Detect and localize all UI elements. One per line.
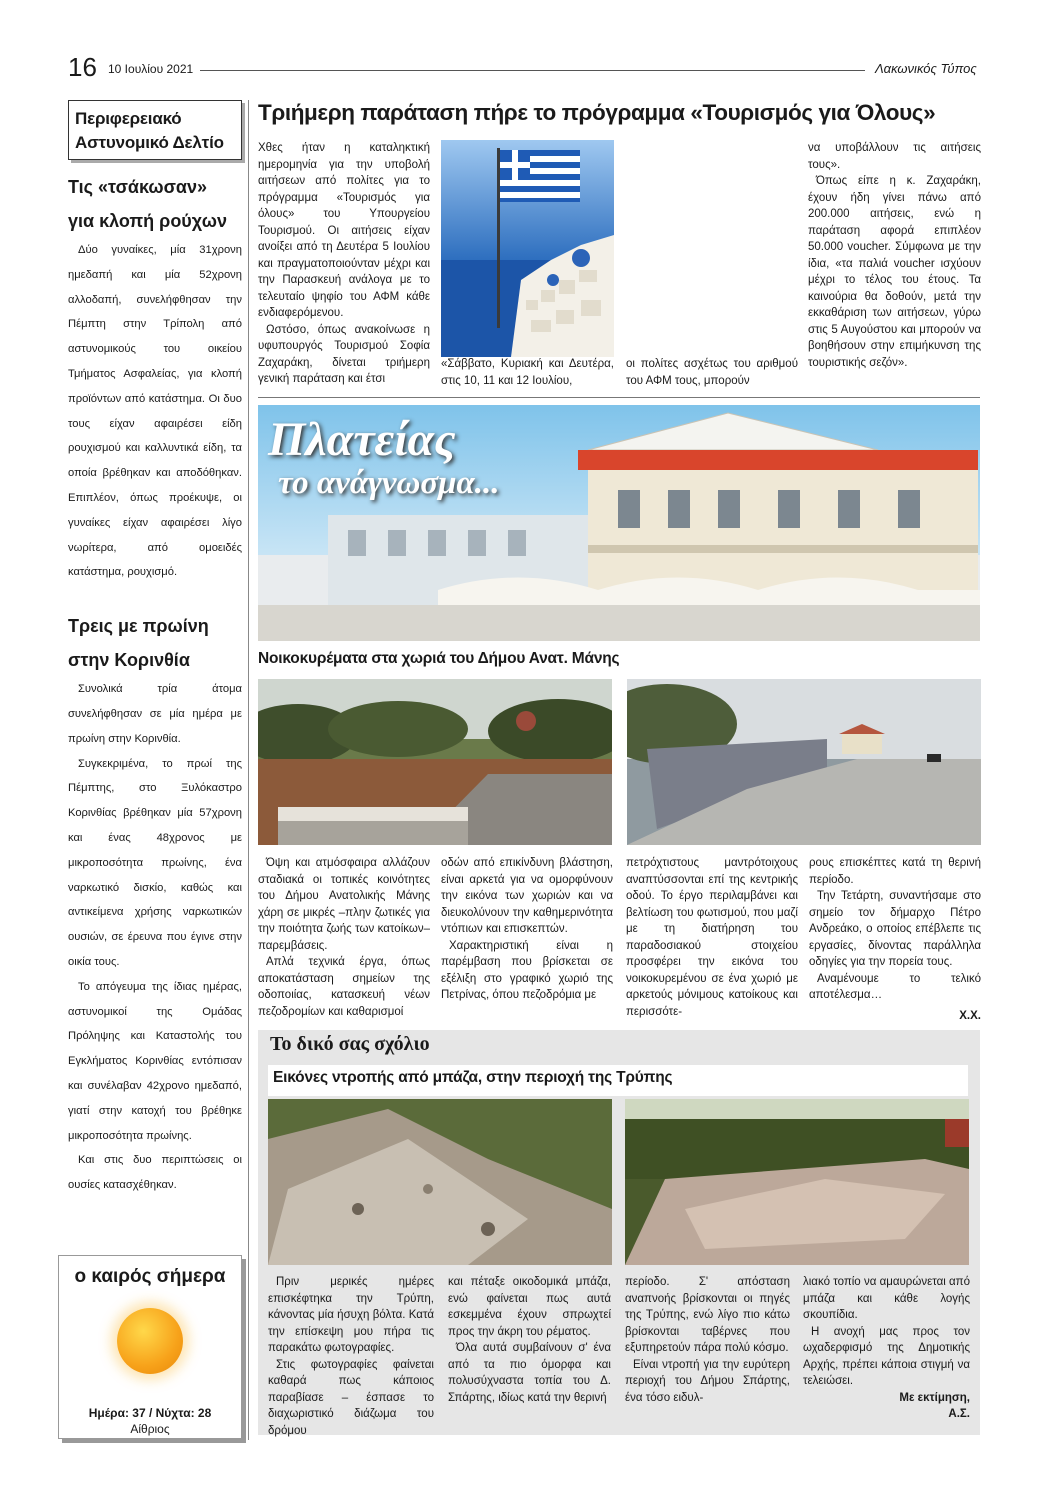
story2-title-line1: Τρεις με πρωίνη [68, 616, 209, 637]
police-bulletin-column [68, 100, 242, 1198]
column-divider [248, 100, 249, 1440]
top-article-col4 [808, 140, 981, 371]
mani-col3: πετρόχτιστους μαντρότοιχους αναπτύσσονται επί της κεντρικής οδού. Το έργο περιλαμβάνει και βελτίωση του φωτισμού, που μαζί με τη διατήρηση του παραδοσιακού στοιχείου προσφέρει την εικόνα του νοικοκυρεμένου σε ένα χωριό με αρκετούς μόνιμους κατοίκους και περισσότε- [626, 857, 798, 1018]
story2-p1: Συνολικά τρία άτομα συνελήφθησαν σε μία ημέρα με πρωίνη στην Κορινθία. [68, 683, 242, 745]
mani-col4 [809, 855, 981, 1024]
mani-col2-p1: οδών από επικίνδυνη βλάστηση, είναι αρκετά για να ομορφύνουν την εικόνα των χωριών και να διευκολύνουν την καθημερινότητα ντόπιων και επισκεπτών. [441, 857, 613, 935]
page-number: 16 [68, 52, 97, 82]
comment-col3 [625, 1274, 790, 1406]
comment-col4-p2: Η ανοχή μας προς τον ωχαδερφισμό της Δημοτικής Αρχής, πρέπει κάποια στιγμή να τελειώσει. [803, 1325, 970, 1387]
story1-title-line2: για κλοπή ρούχων [68, 211, 227, 231]
comment-col4-p1: λιακό τοπίο να αμαυρώνεται από μπάζα και κάθε λογής σκουπίδια. [803, 1276, 970, 1321]
santorini-illustration [441, 140, 614, 357]
comment-col3-p1: περίοδο. Σ' απόσταση αναπνοής βρίσκονται οι πηγές της Τρύπης, ενώ λίγο πιο κάτω βρίσκονται ταβέρνες που εξυπηρετούν πάρα πολύ κόσμο. [625, 1276, 790, 1354]
comment-section-title: Το δικό σας σχόλιο [270, 1033, 430, 1055]
mani-photo-1 [258, 679, 612, 845]
comment-col2-p1: και πέταξε οικοδομικά μπάζα, ενώ φαίνεται πως αυτά εσκεμμένα έχουν σπρωχτεί προς την άκρη του ρέματος. [448, 1276, 611, 1338]
sun-icon [117, 1308, 183, 1374]
banner-title-line2: το ανάγνωσμα... [278, 465, 500, 501]
story2-p3: Το απόγευμα της ίδιας ημέρας, αστυνομικοί της Ομάδας Πρόληψης και Καταστολής του Εγκλήματος Κορινθίας εντόπισαν και συνέλαβαν 42χρονο ημεδαπό, γιατί στην κατοχή του βρέθηκε μικροποσότητα πρωίνης. [68, 980, 242, 1142]
village-road-photo-1 [258, 679, 612, 845]
story2-title-line2: στην Κορινθία [68, 650, 190, 671]
issue-date: 10 Ιουλίου 2021 [108, 62, 194, 76]
police-bulletin-box [68, 100, 242, 160]
santorini-photo [441, 140, 614, 357]
mani-col2 [441, 855, 613, 1004]
top-article-title: Τριήμερη παράταση πήρε το πρόγραμμα «Τουρισμός για Όλους» [258, 100, 936, 125]
comment-col1-p1: Πριν μερικές ημέρες επισκέφτηκα την Τρύπη, κάνοντας μία ήσυχη βόλτα. Κατά την επίσκεψη μου πήρα τις παρακάτω φωτογραφίες. [268, 1276, 434, 1354]
village-road-photo-2 [627, 679, 981, 845]
story1-title [68, 170, 242, 238]
mani-col1-p1: Όψη και ατμόσφαιρα αλλάζουν σταδιακά οι τοπικές κοινότητες του Δήμου Ανατολικής Μάνης χάρη σε μικρές –πλην ζωτικές για την ποιότητα ζωής των κατοίκων– παρεμβάσεις. [258, 857, 430, 952]
trypi-photo-2 [625, 1099, 969, 1265]
banner-title-line1: Πλατείας [268, 413, 456, 466]
mani-photo-2 [627, 679, 981, 845]
mani-col4-p2: Την Τετάρτη, συναντήσαμε στο σημείο τον δήμαρχο Πέτρο Ανδρεάκο, ο οποίος επέβλεπε τις εργασίες, δίνοντας παράλληλα οδηγίες για την πορεία τους. [809, 890, 981, 968]
top-col1-p2: Ωστόσο, όπως ανακοίνωσε η υφυπουργός Τουρισμού Σοφία Ζαχαράκη, δίνεται τριήμερη γενική παράταση και έτσι [258, 323, 430, 385]
comment-signature-2: Α.Σ. [948, 1408, 970, 1420]
mani-signature: Χ.Χ. [959, 1009, 981, 1022]
rubble-photo-1 [268, 1099, 612, 1265]
mani-col1 [258, 855, 430, 1020]
mani-col4-p3: Αναμένουμε το τελικό αποτέλεσμα… [809, 972, 981, 1001]
mani-col1-p2: Απλά τεχνικά έργα, όπως αποκατάσταση σημείων της οδοποιίας, κατασκευή νέων πεζοδρομίων και καθαρισμοί [258, 956, 430, 1018]
trypi-photo-1 [268, 1099, 612, 1265]
comment-col2-p2: Όλα αυτά συμβαίνουν σ' ένα από τα πιο όμορφα και πολυσύχναστα τοπία του Δ. Σπάρτης, ιδίως κατά την θερινή [448, 1342, 611, 1404]
comment-col1 [268, 1274, 434, 1439]
rubble-photo-2 [625, 1099, 969, 1265]
header-rule [200, 70, 865, 71]
story2-p4: Και στις δυο περιπτώσεις οι ουσίες κατασχέθηκαν. [68, 1154, 242, 1192]
top-article-col2: «Σάββατο, Κυριακή και Δευτέρα, στις 10, 11 και 12 Ιουλίου, [441, 358, 614, 387]
comment-col4 [803, 1274, 970, 1423]
weather-temps: Ημέρα: 37 / Νύχτα: 28 [88, 1406, 212, 1420]
comment-signature-1: Με εκτίμηση, [899, 1391, 970, 1404]
comment-col1-p2: Στις φωτογραφίες φαίνεται καθαρά πως κάποιος παραβίασε – έσπασε το διαχωριστικό διάζωμα του δρόμου [268, 1358, 434, 1437]
box-title-line1: Περιφερειακό [75, 109, 182, 128]
comment-col3-p2: Είναι ντροπή για την ευρύτερη περιοχή του Δήμου Σπάρτης, ένα τόσο ειδυλ- [625, 1358, 790, 1404]
weather-box [58, 1255, 242, 1439]
comment-title: Εικόνες ντροπής από μπάζα, στην περιοχή της Τρύπης [273, 1069, 673, 1086]
story1-title-line1: Τις «τσάκωσαν» [68, 177, 207, 197]
weather-title: ο καιρός σήμερα [74, 1266, 226, 1287]
top-col4-p2: Όπως είπε η κ. Ζαχαράκη, έχουν ήδη γίνει πάνω από 200.000 αιτήσεις, ενώ η παράταση αφορά επιπλέον 50.000 voucher. Σύμφωνα με την ίδια, «τα παλιά voucher ισχύουν μέχρι το τέλος του έτους. Τα καινούρια θα δοθούν, μετά την εκκαθάριση των αιτήσεων, γύρω στις 5 Αυγούστου και μπορούν να βοηθήσουν στην επιμήκυνση της τουριστικής σεζόν». [808, 175, 981, 369]
weather-condition: Αίθριος [130, 1422, 170, 1436]
comment-col2 [448, 1274, 611, 1406]
top-article-col3: οι πολίτες ασχέτως του αριθμού του ΑΦΜ τους, μπορούν [626, 358, 798, 387]
top-col4-p1: να υποβάλλουν τις αιτήσεις τους». [808, 142, 981, 171]
story1-text: Δύο γυναίκες, μία 31χρονη ημεδαπή και μία 52χρονη αλλοδαπή, συνελήφθησαν την Πέμπτη στην Τρίπολη από αστυνομικούς του οικείου Τμήματος Ασφαλείας, για κλοπή προϊόντων από κατάστημα. Οι δυο τους είχαν αφαιρέσει είδη ρουχισμού και καλλυντικά είδη, τα οποία βρέθηκαν και αποδόθηκαν. Επιπλέον, όπως προέκυψε, οι γυναίκες είχαν αφαιρέσει λίγο νωρίτερα, από ομοειδές κατάστημα, ρουχισμό. [68, 244, 242, 579]
top-col1-p1: Χθες ήταν η καταληκτική ημερομηνία για την υποβολή αιτήσεων από πολίτες για το πρόγραμμα «Τουρισμός για όλους» του Υπουργείου Τουρισμού. Οι αιτήσεις είχαν ανοίξει από τη Δευτέρα 5 Ιουλίου και πραγματοποιούνταν μέχρι και την Παρασκευή ανάλογα με το τελευταίο ψηφίο του ΑΦΜ κάθε ενδιαφερόμενου. [258, 142, 430, 319]
mani-col4-p1: ρους επισκέπτες κατά τη θερινή περίοδο. [809, 857, 981, 886]
newspaper-name: Λακωνικός Τύπος [875, 61, 977, 76]
top-article-col1 [258, 140, 430, 388]
mani-col2-p2: Χαρακτηριστική είναι η παρέμβαση που βρίσκεται σε εξέλιξη στο γραφικό χωριό της Πετρίνας, όπου πεζοδρόμια με [441, 939, 613, 1001]
story2-title [68, 609, 242, 677]
section-rule [258, 397, 980, 398]
mani-article-title: Νοικοκυρέματα στα χωριά του Δήμου Ανατ. Μάνης [258, 650, 620, 667]
story2-p2: Συγκεκριμένα, το πρωί της Πέμπτης, στο Ξυλόκαστρο Κορινθίας βρέθηκαν μία 57χρονη και ένας 48χρονος με μικροποσότητα πρωίνης, ένα ναρκωτικό δισκίο, καθώς και αντικείμενα χρήσης ναρκωτικών ουσιών, σε έρευνα που έγινε στην οικία τους. [68, 757, 242, 968]
box-title-line2: Αστυνομικό Δελτίο [75, 133, 224, 152]
